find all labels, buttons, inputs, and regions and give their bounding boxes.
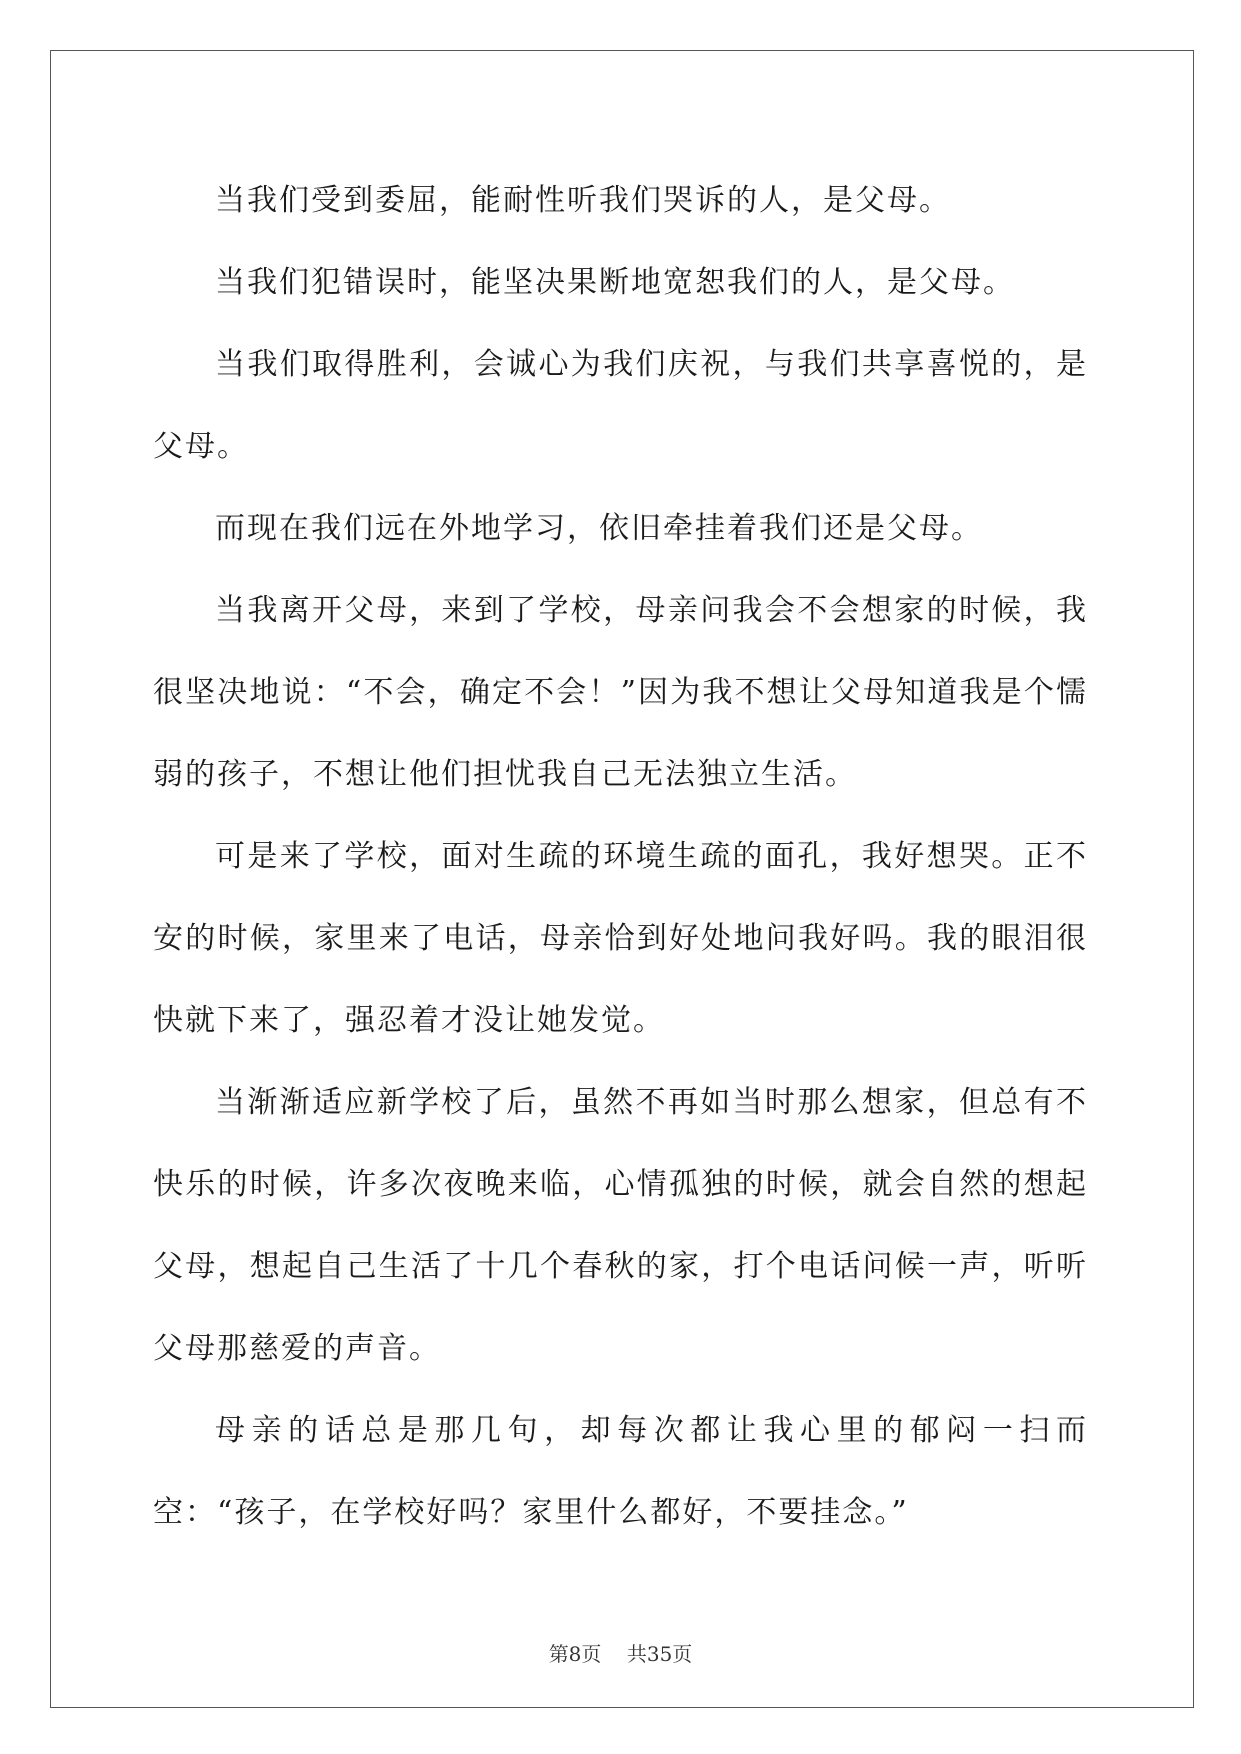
- paragraph: 而现在我们远在外地学习，依旧牵挂着我们还是父母。: [215, 511, 983, 546]
- paragraph: 当渐渐适应新学校了后，虽然不再如当时那么想家，但总有不快乐的时候，许多次夜晚来临，心情孤独的时候，就会自然的想起父母，想起自己生活了十几个春秋的家，打个电话问候一声，听听父母那慈爱的声音。: [153, 1085, 1088, 1366]
- page-total: 共35页: [626, 1642, 693, 1666]
- paragraph: 当我们取得胜利，会诚心为我们庆祝，与我们共享喜悦的，是父母。: [153, 347, 1088, 464]
- paragraph: 当我们犯错误时，能坚决果断地宽恕我们的人，是父母。: [215, 265, 1015, 300]
- page-number: 第8页: [548, 1642, 602, 1666]
- document-body: [153, 160, 1088, 1554]
- paragraph: 母亲的话总是那几句，却每次都让我心里的郁闷一扫而空：“孩子，在学校好吗？家里什么都好，不要挂念。”: [153, 1413, 1088, 1530]
- paragraph: 当我们受到委屈，能耐性听我们哭诉的人，是父母。: [215, 183, 951, 218]
- paragraph: 可是来了学校，面对生疏的环境生疏的面孔，我好想哭。正不安的时候，家里来了电话，母亲恰到好处地问我好吗。我的眼泪很快就下来了，强忍着才没让她发觉。: [153, 839, 1088, 1038]
- page-footer: [0, 1638, 1241, 1667]
- paragraph: 当我离开父母，来到了学校，母亲问我会不会想家的时候，我很坚决地说：“不会，确定不会！”因为我不想让父母知道我是个懦弱的孩子，不想让他们担忧我自己无法独立生活。: [153, 593, 1088, 792]
